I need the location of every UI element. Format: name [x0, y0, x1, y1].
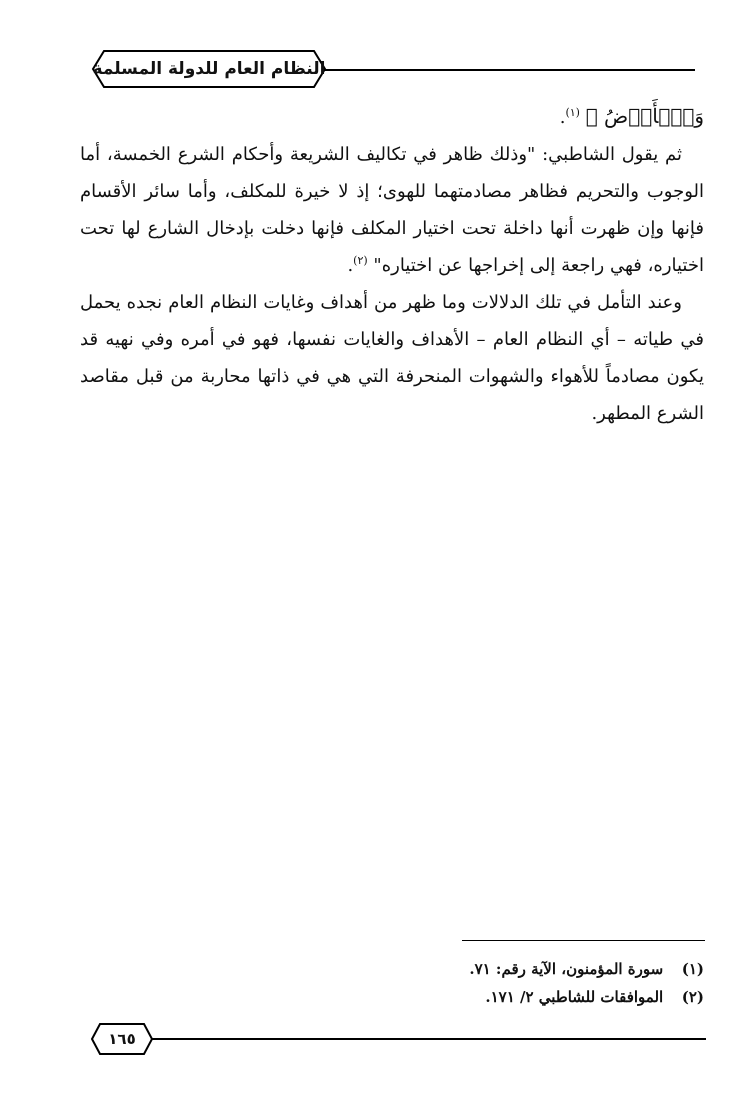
paragraph-text: ثم يقول الشاطبي: "وذلك ظاهر في تكاليف الشريعة وأحكام الشرع الخمسة، أما الوجوب والتحريم فظاهر مصادمتهما للهوى؛ إذ لا خيرة للمكلف، وأما سائر الأقسام فإنها وإن ظهرت أنها داخلة تحت اختيار المكلف فإنها دخلت بإدخال الشارع لها تحت اختياره، فهي راجعة إلى إخراجها عن اختياره": [80, 144, 704, 276]
footnote-text: الموافقات للشاطبي ٢/ ١٧١.: [485, 988, 664, 1006]
footer-rule: [148, 1038, 706, 1040]
footnote-text: سورة المؤمنون، الآية رقم: ٧١.: [469, 960, 664, 978]
footnote-ref-2: (٢): [353, 254, 368, 267]
paragraph-reflection: [80, 284, 704, 432]
page-number: ١٦٥: [108, 1030, 136, 1048]
header-banner: [90, 48, 328, 90]
footnote-ref-1: (١): [565, 106, 580, 119]
footnote-number: (٢): [681, 988, 704, 1006]
main-text: [80, 98, 704, 432]
footnote-number: (١): [681, 960, 704, 978]
page-number-badge: [90, 1022, 154, 1056]
footnote-separator: [462, 940, 705, 941]
header-rule: [320, 69, 695, 71]
paragraph-shatibi-quote: ثم يقول الشاطبي: "وذلك ظاهر في تكاليف الشريعة وأحكام الشرع الخمسة، أما الوجوب والتحريم فظاهر مصادمتهما للهوى؛ إذ لا خيرة للمكلف، وأما سائر الأقسام فإنها وإن ظهرت أنها داخلة تحت اختيار المكلف فإنها دخلت بإدخال الشارع لها تحت اختياره، فهي راجعة إلى إخراجها عن اختياره" $^{(٢)}$.: [80, 144, 704, 276]
verse-ending-line: وَٱلۡأَرۡضُ ﴾ $^{(١)}$.: [559, 104, 704, 128]
footnote-1: [300, 955, 704, 983]
paragraph-text: وعند التأمل في تلك الدلالات وما ظهر من أهداف وغايات النظام العام نجده يحمل في طياته – أي النظام العام – الأهداف والغايات نفسها، فهو في أمره وفي نهيه قد يكون مصادماً للأهواء والشهوات المنحرفة التي هي في ذاتها محاربة من قبل مقاصد الشرع المطهر.: [80, 292, 704, 424]
running-header-title: النظام العام للدولة المسلمة: [92, 59, 326, 79]
quran-verse-ending: وَٱلۡأَرۡضُ ﴾: [585, 104, 704, 128]
footnote-2: [300, 983, 704, 1011]
footnotes: [300, 955, 704, 1011]
